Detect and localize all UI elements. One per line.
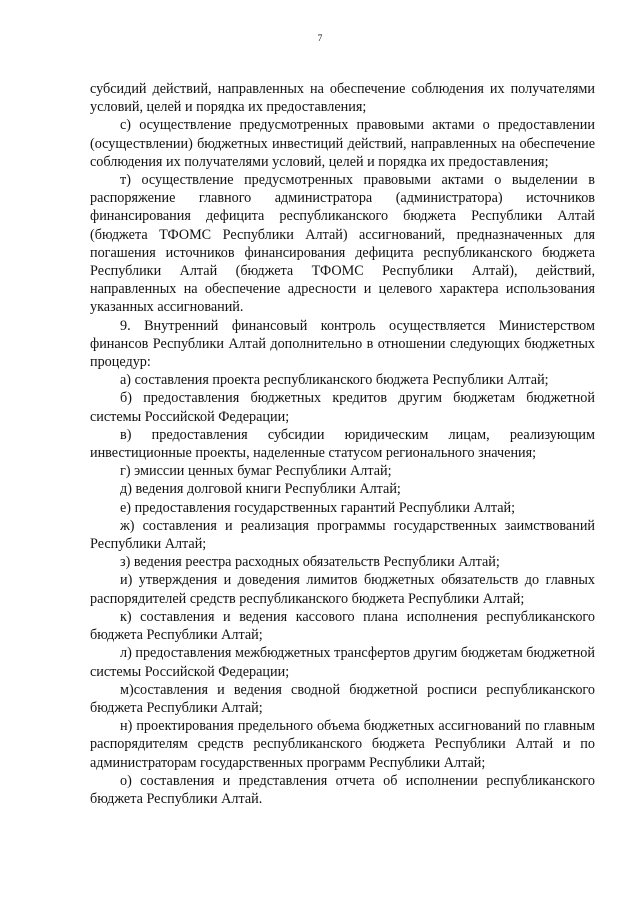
paragraph-item-g: г) эмиссии ценных бумаг Республики Алтай; [120, 463, 392, 480]
page-number: 7 [317, 34, 323, 44]
paragraph-item-z: з) ведения реестра расходных обязательств Республики Алтай; [120, 554, 500, 571]
paragraph-item-d: д) ведения долговой книги Республики Алтай; [120, 481, 401, 498]
paragraph-item-t: т) осуществление предусмотренных правовыми актами о выделении в распоряжение главного администратора (администратора) источников финансирования дефицита республиканского бюджета Республики Алтай (бюджета ТФОМС Республики Алтай) ассигнований, предназначенных для погашения источников финансирования дефицита республиканского бюджета Республики Алтай (бюджета ТФОМС Республики Алтай), действий, направленных на обеспечение адресности и целевого характера использования указанных ассигнований. [90, 172, 595, 316]
paragraph-item-zh: ж) составления и реализация программы государственных заимствований Республики Алтай; [90, 517, 595, 553]
paragraph-item-c: с) осуществление предусмотренных правовыми актами о предоставлении (осуществлении) бюджетных инвестиций действий, направленных на обеспечение соблюдения их получателями условий, целей и порядка их предоставления; [90, 117, 595, 170]
paragraph-item-l: л) предоставления межбюджетных трансфертов другим бюджетам бюджетной системы Российской Федерации; [90, 645, 595, 680]
paragraph-item-n: н) проектирования предельного объема бюджетных ассигнований по главным распорядителям средств республиканского бюджета Республики Алтай и по администраторам государственных программ Республики Алтай; [90, 718, 595, 771]
paragraph-item-o: о) составления и представления отчета об исполнении республиканского бюджета Республики Алтай. [90, 772, 595, 807]
paragraph-continuation: субсидий действий, направленных на обеспечение соблюдения их получателями условий, целей и порядка их предоставления; [90, 81, 595, 116]
document-body [90, 80, 595, 808]
paragraph-item-a: а) составления проекта республиканского бюджета Республики Алтай; [120, 372, 549, 389]
paragraph-item-k: к) составления и ведения кассового плана исполнения республиканского бюджета Республики Алтай; [90, 608, 595, 644]
paragraph-item-b: б) предоставления бюджетных кредитов другим бюджетам бюджетной системы Российской Федерации; [90, 390, 595, 425]
paragraph-item-i: и) утверждения и доведения лимитов бюджетных обязательств до главных распорядителей средств республиканского бюджета Республики Алтай; [90, 572, 595, 607]
paragraph-item-e: е) предоставления государственных гарантий Республики Алтай; [120, 499, 516, 516]
paragraph-section-9: 9. Внутренний финансовый контроль осуществляется Министерством финансов Республики Алтай дополнительно в отношении следующих бюджетных процедур: [90, 317, 595, 371]
paragraph-item-m: м)составления и ведения сводной бюджетной росписи республиканского бюджета Республики Алтай; [90, 681, 595, 716]
paragraph-item-v: в) предоставления субсидии юридическим лицам, реализующим инвестиционные проекты, наделенные статусом регионального значения; [90, 426, 595, 462]
